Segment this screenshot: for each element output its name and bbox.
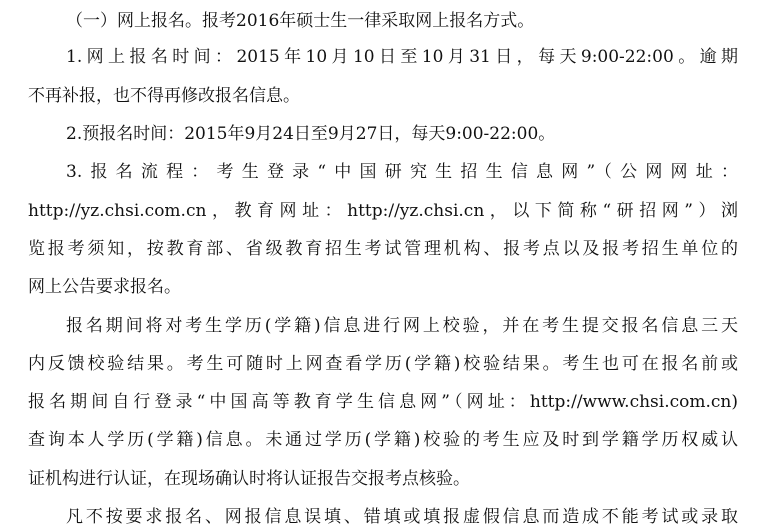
paragraph-registration-time-line-2: 不再补报，也不得再修改报名信息。 — [28, 86, 300, 106]
paragraph-registration-process-line-3: 览报考须知，按教育部、省级教育招生考试管理机构、报考点以及报考招生单位的 — [28, 239, 738, 259]
paragraph-pre-registration-time: 2.预报名时间：2015年9月24日至9月27日，每天9:00-22:00。 — [66, 124, 556, 144]
paragraph-registration-process-line-4: 网上公告要求报名。 — [28, 277, 181, 297]
paragraph-registration-process-line-2: http://yz.chsi.com.cn，教育网址：http://yz.chsi.cn，以下简称“研招网”）浏 — [28, 201, 738, 221]
paragraph-registration-time-line-1: 1.网上报名时间：2015年10月10日至10月31日，每天9:00-22:00。逾期 — [66, 47, 738, 67]
paragraph-verification-line-5: 证机构进行认证，在现场确认时将认证报告交报考点核验。 — [28, 469, 470, 489]
paragraph-warning-line-1: 凡不按要求报名、网报信息误填、错填或填报虚假信息而造成不能考试或录取 — [66, 507, 738, 527]
paragraph-verification-line-1: 报名期间将对考生学历(学籍)信息进行网上校验，并在考生提交报名信息三天 — [66, 316, 738, 336]
section-heading-online-registration: （一）网上报名。报考2016年硕士生一律采取网上报名方式。 — [66, 11, 535, 31]
paragraph-verification-line-2: 内反馈校验结果。考生可随时上网查看学历(学籍)校验结果。考生也可在报名前或 — [28, 354, 738, 374]
paragraph-verification-line-3: 报名期间自行登录“中国高等教育学生信息网”（网址：http://www.chsi.com.cn) — [28, 392, 738, 412]
paragraph-registration-process-line-1: 3.报名流程：考生登录“中国研究生招生信息网”（公网网址： — [66, 162, 738, 182]
paragraph-verification-line-4: 查询本人学历(学籍)信息。未通过学历(学籍)校验的考生应及时到学籍学历权威认 — [28, 430, 738, 450]
